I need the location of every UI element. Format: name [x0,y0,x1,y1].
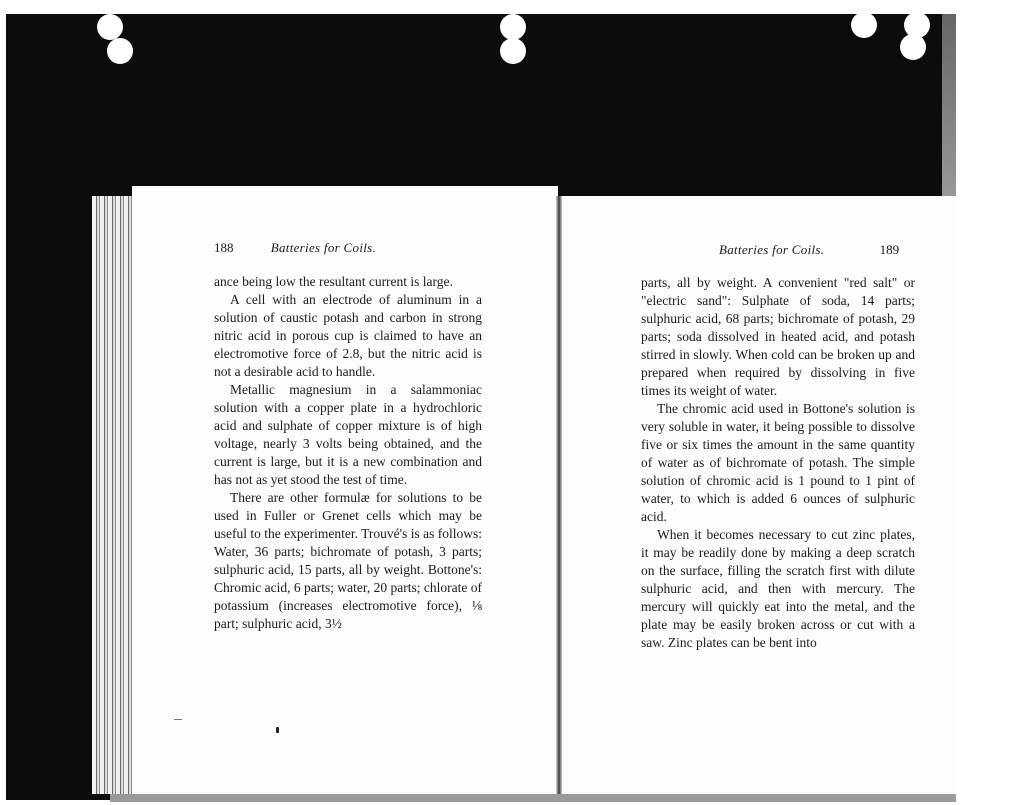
punch-hole [107,38,133,64]
margin-mark [174,719,182,720]
left-running-head [214,240,376,256]
paragraph: The chromic acid used in Bottone's solution is very soluble in water, it being possible to dissolve five or six times the amount in the same quantity of water as of bichromate of potash. The simple solution of chromic acid is 1 pound to 1 pint of water, to which is added 6 ounces of sulphuric acid. [641,401,915,524]
right-running-head [719,242,899,258]
punch-hole [500,14,526,40]
paragraph: parts, all by weight. A convenient "red salt" or "electric sand": Sulphate of soda, 14 parts; sulphuric acid, 68 parts; bichromate of potash, 29 parts; soda dissolved in heated acid, and potash stirred in slowly. When cold can be broken up and prepared when required by dissolving in five times its weight of water. [641,275,915,398]
page-edges [92,196,134,794]
left-running-title: Batteries for Coils. [270,240,377,255]
left-body-text [214,273,482,633]
left-page-number: 188 [214,240,234,255]
paragraph: ance being low the resultant current is large. [214,274,453,289]
right-running-title: Batteries for Coils. [719,242,825,257]
paragraph: When it becomes necessary to cut zinc plates, it may be readily done by making a deep scratch on the surface, filling the scratch first with dilute sulphuric acid, and then with mercury. The mercury will quickly eat into the metal, and the plate may be easily broken across or cut with a saw. Zinc plates can be bent into [641,527,915,650]
right-page-number: 189 [879,242,900,257]
paragraph: A cell with an electrode of aluminum in a solution of caustic potash and carbon in strong nitric acid in porous cup is claimed to have an electromotive force of 2.8, but the nitric acid is not a desirable acid to handle. [214,292,482,379]
punch-hole [851,12,877,38]
paragraph: Metallic magnesium in a salammoniac solution with a copper plate in a hydrochloric acid and sulphate of copper mixture is of high voltage, nearly 3 volts being obtained, and the current is large, but it is a new combination and has not as yet stood the test of time. [214,382,482,487]
right-body-text [641,274,915,652]
ink-speck [276,727,279,733]
punch-hole [900,34,926,60]
punch-hole [97,14,123,40]
scan-bottom-edge [110,794,956,802]
book-gutter [556,196,562,800]
punch-hole [500,38,526,64]
paragraph: There are other formulæ for solutions to be used in Fuller or Grenet cells which may be useful to the experimenter. Trouvé's is as follows: Water, 36 parts; bichromate of potash, 3 parts; sulphuric acid, 15 parts, all by weight. Bottone's: Chromic acid, 6 parts; water, 20 parts; chlorate of potassium (increases electromotive force), ⅛ part; sulphuric acid, 3½ [214,490,482,631]
